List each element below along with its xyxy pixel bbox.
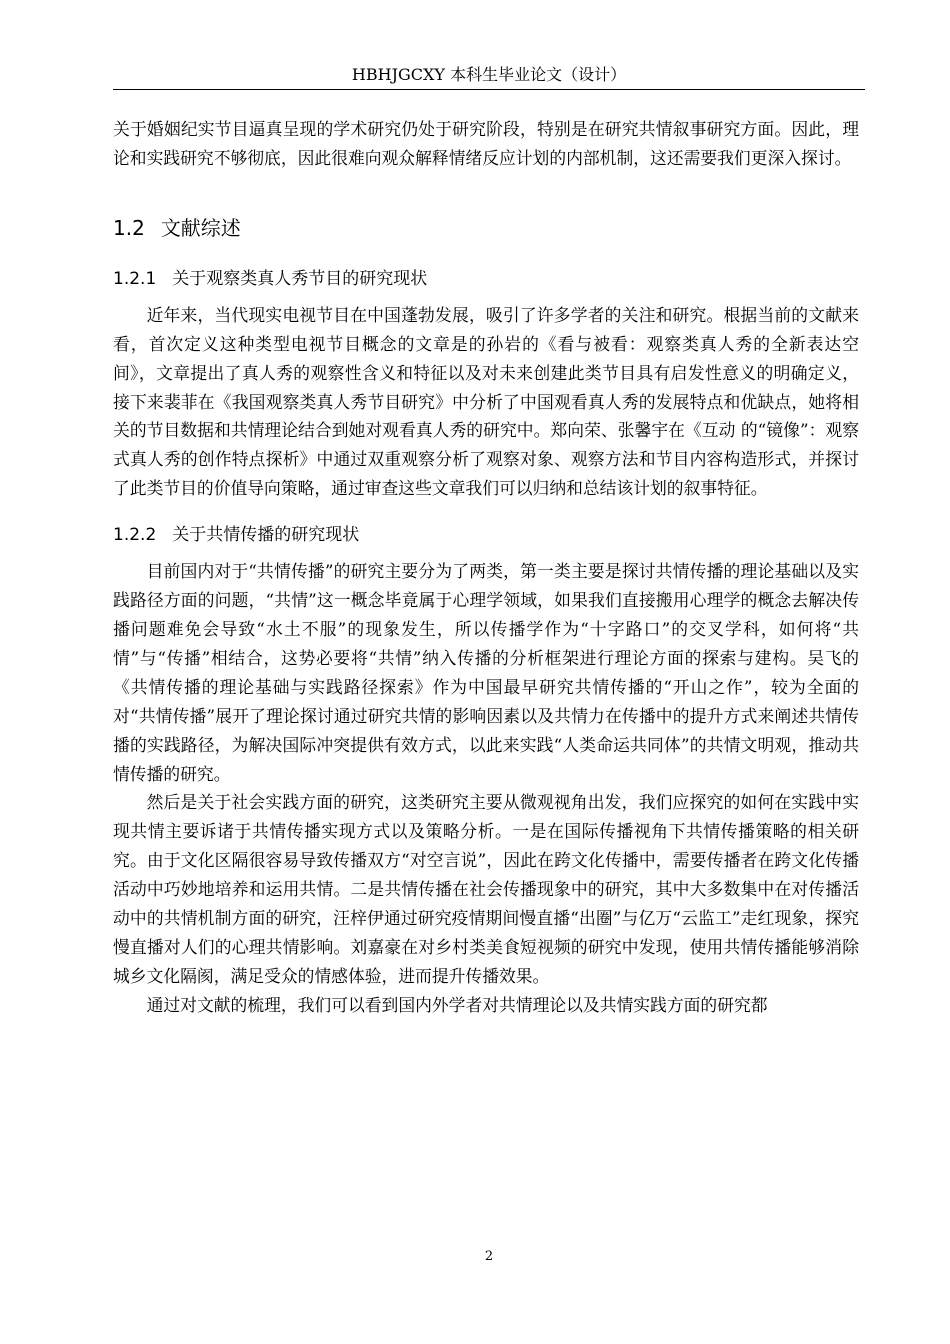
section-title: 关于观察类真人秀节目的研究现状 — [172, 268, 428, 289]
section-number: 1.2.1 — [113, 268, 157, 289]
section-title: 文献综述 — [160, 215, 241, 240]
body-paragraph: 目前国内对于“共情传播”的研究主要分为了两类，第一类主要是探讨共情传播的理论基础以及实践路径方面的问题，“共情”这一概念毕竟属于心理学领域，如果我们直接搬用心理学的概念去解决传播问题难免会导致“水土不服”的现象发生，所以传播学作为“十字路口”的交叉学科，如何将“共情”与“传播”相结合，这势必要将“共情”纳入传播的分析框架进行理论方面的探索与建构。吴飞的《共情传播的理论基础与实践路径探索》作为中国最早研究共情传播的“开山之作”，较为全面的对“共情传播”展开了理论探讨通过研究共情的影响因素以及共情力在传播中的提升方式来阐述共情传播的实践路径，为解决国际冲突提供有效方式，以此来实践“人类命运共同体”的共情文明观，推动共情传播的研究。 — [113, 561, 859, 784]
section-heading-1-2 — [113, 213, 859, 243]
section-title: 关于共情传播的研究现状 — [172, 525, 360, 546]
section-heading-1-2-1 — [113, 265, 859, 293]
intro-paragraph: 关于婚姻纪实节目逼真呈现的学术研究仍处于研究阶段，特别是在研究共情叙事研究方面。因此，理论和实践研究不够彻底，因此很难向观众解释情绪反应计划的内部机制，这还需要我们更深入探讨。 — [113, 119, 859, 168]
section-number: 1.2.2 — [113, 525, 157, 546]
running-header: HBHJGCXY 本科生毕业论文（设计） — [351, 65, 627, 84]
page-body — [113, 115, 859, 1020]
section-heading-1-2-2 — [113, 521, 859, 549]
header-rule — [113, 89, 865, 90]
body-paragraph: 近年来，当代现实电视节目在中国蓬勃发展，吸引了许多学者的关注和研究。根据当前的文献来看，首次定义这种类型电视节目概念的文章是的孙岩的《看与被看：观察类真人秀的全新表达空间》，文章提出了真人秀的观察性含义和特征以及对未来创建此类节目具有启发性意义的明确定义，接下来裴菲在《我国观察类真人秀节目研究》中分析了中国观看真人秀的发展特点和优缺点，她将相关的节目数据和共情理论结合到她对观看真人秀的研究中。郑向荣、张馨宇在《互动 的“镜像”：观察式真人秀的创作特点探析》中通过双重观察分析了观察对象、观察方法和节目内容构造形式，并探讨了此类节目的价值导向策略，通过审查这些文章我们可以归纳和总结该计划的叙事特征。 — [113, 304, 859, 499]
body-paragraph: 通过对文献的梳理，我们可以看到国内外学者对共情理论以及共情实践方面的研究都 — [146, 994, 768, 1015]
section-number: 1.2 — [113, 215, 145, 240]
body-paragraph: 然后是关于社会实践方面的研究，这类研究主要从微观视角出发，我们应探究的如何在实践中实现共情主要诉诸于共情传播实现方式以及策略分析。一是在国际传播视角下共情传播策略的相关研究。由于文化区隔很容易导致传播双方“对空言说”，因此在跨文化传播中，需要传播者在跨文化传播活动中巧妙地培养和运用共情。二是共情传播在社会传播现象中的研究，其中大多数集中在对传播活动中的共情机制方面的研究，汪梓伊通过研究疫情期间慢直播“出圈”与亿万“云监工”走红现象，探究慢直播对人们的心理共情影响。刘嘉豪在对乡村类美食短视频的研究中发现，使用共情传播能够消除城乡文化隔阂，满足受众的情感体验，进而提升传播效果。 — [113, 792, 859, 986]
page-number: 2 — [484, 1249, 494, 1264]
